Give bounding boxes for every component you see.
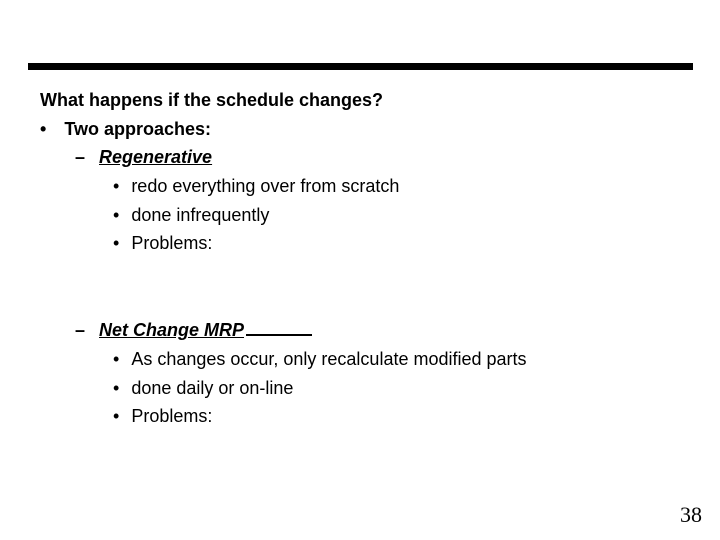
bullet-two-approaches	[40, 118, 211, 140]
approach-title-net-change-mrp: Net Change MRP	[99, 320, 245, 340]
sub-bullet-mark: •	[113, 349, 120, 369]
list-item-text: Problems:	[131, 406, 213, 426]
top-rule	[28, 63, 693, 70]
list-item	[113, 175, 399, 197]
dash-mark: –	[75, 320, 86, 340]
list-item	[113, 232, 212, 254]
sub-bullet-mark: •	[113, 233, 120, 253]
sub-bullet-mark: •	[113, 378, 120, 398]
sub-bullet-mark: •	[113, 205, 120, 225]
list-item-text: As changes occur, only recalculate modified parts	[131, 349, 527, 369]
slide-heading-text: What happens if the schedule changes?	[40, 90, 384, 110]
approach-regenerative	[75, 146, 212, 168]
list-item-text: done daily or on-line	[131, 378, 294, 398]
page-number: 38	[680, 502, 702, 527]
list-item-text: Problems:	[131, 233, 213, 253]
bullet-mark: •	[40, 119, 47, 139]
bullet-text: Two approaches:	[64, 119, 212, 139]
approach-net-change-mrp	[75, 319, 312, 341]
sub-bullet-mark: •	[113, 176, 120, 196]
fill-in-blank	[246, 320, 312, 336]
slide-heading	[40, 89, 383, 111]
list-item-text: redo everything over from scratch	[131, 176, 400, 196]
approach-title-regenerative: Regenerative	[99, 147, 213, 167]
list-item	[113, 204, 269, 226]
list-item	[113, 377, 293, 399]
list-item-text: done infrequently	[131, 205, 270, 225]
sub-bullet-mark: •	[113, 406, 120, 426]
dash-mark: –	[75, 147, 86, 167]
list-item	[113, 348, 527, 370]
list-item	[113, 405, 212, 427]
